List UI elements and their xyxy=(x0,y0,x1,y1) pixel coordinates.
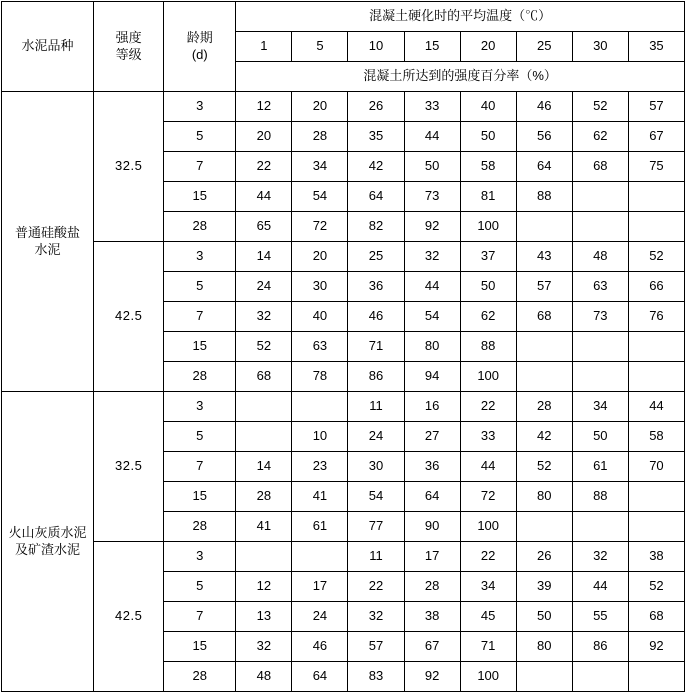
value-cell: 22 xyxy=(460,392,516,422)
value-cell: 58 xyxy=(460,152,516,182)
value-cell: 61 xyxy=(292,512,348,542)
value-cell: 44 xyxy=(404,272,460,302)
value-cell: 44 xyxy=(460,452,516,482)
value-cell-empty xyxy=(516,332,572,362)
header-temp-20: 20 xyxy=(460,32,516,62)
value-cell: 68 xyxy=(572,152,628,182)
value-cell: 42 xyxy=(348,152,404,182)
value-cell: 88 xyxy=(572,482,628,512)
header-age-line1: 龄期 xyxy=(186,30,213,46)
value-cell-empty xyxy=(628,512,684,542)
value-cell: 11 xyxy=(348,392,404,422)
value-cell-empty xyxy=(572,362,628,392)
grade-cell-32-5: 32.5 xyxy=(94,392,164,542)
value-cell: 28 xyxy=(404,572,460,602)
age-cell: 28 xyxy=(164,212,236,242)
value-cell: 61 xyxy=(572,452,628,482)
value-cell: 20 xyxy=(292,92,348,122)
value-cell: 17 xyxy=(404,542,460,572)
value-cell: 50 xyxy=(460,122,516,152)
category-cell-ordinary-portland xyxy=(2,92,94,392)
value-cell: 100 xyxy=(460,662,516,692)
value-cell: 34 xyxy=(460,572,516,602)
value-cell: 80 xyxy=(516,632,572,662)
value-cell: 32 xyxy=(348,602,404,632)
value-cell: 100 xyxy=(460,212,516,242)
value-cell: 54 xyxy=(348,482,404,512)
value-cell: 67 xyxy=(628,122,684,152)
value-cell: 80 xyxy=(404,332,460,362)
value-cell: 50 xyxy=(460,272,516,302)
value-cell: 76 xyxy=(628,302,684,332)
age-cell: 3 xyxy=(164,242,236,272)
value-cell: 64 xyxy=(404,482,460,512)
value-cell: 65 xyxy=(236,212,292,242)
header-temp-25: 25 xyxy=(516,32,572,62)
value-cell: 90 xyxy=(404,512,460,542)
header-temp-10: 10 xyxy=(348,32,404,62)
value-cell-empty xyxy=(236,422,292,452)
value-cell: 63 xyxy=(572,272,628,302)
value-cell-empty xyxy=(572,182,628,212)
category-cell-pozzolana-slag xyxy=(2,392,94,692)
value-cell: 94 xyxy=(404,362,460,392)
header-category: 水泥品种 xyxy=(2,2,94,92)
value-cell: 39 xyxy=(516,572,572,602)
value-cell: 41 xyxy=(236,512,292,542)
value-cell: 14 xyxy=(236,452,292,482)
age-cell: 15 xyxy=(164,632,236,662)
cement-strength-table xyxy=(1,1,685,692)
value-cell: 40 xyxy=(292,302,348,332)
value-cell: 50 xyxy=(516,602,572,632)
value-cell: 28 xyxy=(516,392,572,422)
value-cell: 30 xyxy=(348,452,404,482)
value-cell: 50 xyxy=(572,422,628,452)
grade-cell-32-5: 32.5 xyxy=(94,92,164,242)
age-cell: 28 xyxy=(164,662,236,692)
value-cell: 32 xyxy=(236,302,292,332)
value-cell: 30 xyxy=(292,272,348,302)
value-cell: 32 xyxy=(236,632,292,662)
value-cell: 68 xyxy=(516,302,572,332)
value-cell-empty xyxy=(572,332,628,362)
value-cell: 24 xyxy=(348,422,404,452)
age-cell: 7 xyxy=(164,152,236,182)
value-cell-empty xyxy=(628,332,684,362)
value-cell: 73 xyxy=(404,182,460,212)
age-cell: 5 xyxy=(164,122,236,152)
age-cell: 3 xyxy=(164,392,236,422)
value-cell: 48 xyxy=(572,242,628,272)
value-cell: 34 xyxy=(572,392,628,422)
value-cell: 12 xyxy=(236,92,292,122)
value-cell: 82 xyxy=(348,212,404,242)
age-cell: 15 xyxy=(164,482,236,512)
value-cell: 26 xyxy=(348,92,404,122)
value-cell: 92 xyxy=(404,662,460,692)
header-temp-1: 1 xyxy=(236,32,292,62)
value-cell: 100 xyxy=(460,362,516,392)
value-cell: 57 xyxy=(628,92,684,122)
age-cell: 7 xyxy=(164,302,236,332)
age-cell: 7 xyxy=(164,452,236,482)
value-cell: 20 xyxy=(236,122,292,152)
value-cell-empty xyxy=(292,542,348,572)
value-cell: 42 xyxy=(516,422,572,452)
value-cell: 33 xyxy=(404,92,460,122)
value-cell: 36 xyxy=(404,452,460,482)
value-cell: 50 xyxy=(404,152,460,182)
category-line2: 及矿渣水泥 xyxy=(15,541,81,557)
value-cell: 38 xyxy=(628,542,684,572)
value-cell: 16 xyxy=(404,392,460,422)
value-cell: 72 xyxy=(292,212,348,242)
value-cell: 88 xyxy=(460,332,516,362)
value-cell: 92 xyxy=(628,632,684,662)
table-row xyxy=(2,92,685,122)
value-cell: 66 xyxy=(628,272,684,302)
age-cell: 28 xyxy=(164,512,236,542)
value-cell: 83 xyxy=(348,662,404,692)
value-cell: 80 xyxy=(516,482,572,512)
value-cell: 64 xyxy=(292,662,348,692)
value-cell-empty xyxy=(628,212,684,242)
value-cell: 22 xyxy=(348,572,404,602)
age-cell: 3 xyxy=(164,92,236,122)
value-cell: 27 xyxy=(404,422,460,452)
table-row xyxy=(2,392,685,422)
value-cell: 20 xyxy=(292,242,348,272)
value-cell: 100 xyxy=(460,512,516,542)
value-cell: 57 xyxy=(516,272,572,302)
value-cell: 10 xyxy=(292,422,348,452)
age-cell: 5 xyxy=(164,272,236,302)
header-temp-5: 5 xyxy=(292,32,348,62)
value-cell: 57 xyxy=(348,632,404,662)
value-cell: 71 xyxy=(348,332,404,362)
category-line2: 水泥 xyxy=(34,241,61,257)
value-cell: 35 xyxy=(348,122,404,152)
value-cell: 37 xyxy=(460,242,516,272)
header-row-1 xyxy=(2,2,685,32)
value-cell: 17 xyxy=(292,572,348,602)
value-cell: 28 xyxy=(236,482,292,512)
value-cell: 54 xyxy=(404,302,460,332)
value-cell-empty xyxy=(572,512,628,542)
value-cell: 23 xyxy=(292,452,348,482)
value-cell: 46 xyxy=(292,632,348,662)
value-cell: 78 xyxy=(292,362,348,392)
value-cell-empty xyxy=(516,662,572,692)
age-cell: 3 xyxy=(164,542,236,572)
value-cell-empty xyxy=(628,662,684,692)
value-cell: 32 xyxy=(572,542,628,572)
value-cell: 81 xyxy=(460,182,516,212)
value-cell: 86 xyxy=(572,632,628,662)
value-cell: 62 xyxy=(460,302,516,332)
header-grade xyxy=(94,2,164,92)
category-line1: 普通硅酸盐 xyxy=(15,225,81,241)
value-cell: 22 xyxy=(236,152,292,182)
value-cell: 12 xyxy=(236,572,292,602)
value-cell: 58 xyxy=(628,422,684,452)
header-age xyxy=(164,2,236,92)
header-temperature-group: 混凝土硬化时的平均温度（℃） xyxy=(236,2,685,32)
value-cell: 73 xyxy=(572,302,628,332)
value-cell-empty xyxy=(292,392,348,422)
value-cell-empty xyxy=(236,392,292,422)
header-age-line2: (d) xyxy=(191,46,208,62)
value-cell: 24 xyxy=(292,602,348,632)
value-cell: 44 xyxy=(404,122,460,152)
value-cell: 11 xyxy=(348,542,404,572)
header-temp-15: 15 xyxy=(404,32,460,62)
value-cell: 34 xyxy=(292,152,348,182)
value-cell: 38 xyxy=(404,602,460,632)
value-cell: 64 xyxy=(516,152,572,182)
age-cell: 15 xyxy=(164,182,236,212)
value-cell: 36 xyxy=(348,272,404,302)
age-cell: 28 xyxy=(164,362,236,392)
value-cell: 14 xyxy=(236,242,292,272)
value-cell: 52 xyxy=(572,92,628,122)
value-cell: 32 xyxy=(404,242,460,272)
age-cell: 15 xyxy=(164,332,236,362)
value-cell: 72 xyxy=(460,482,516,512)
value-cell: 63 xyxy=(292,332,348,362)
header-grade-line2: 等级 xyxy=(115,46,142,62)
value-cell-empty xyxy=(628,482,684,512)
value-cell-empty xyxy=(236,542,292,572)
value-cell: 71 xyxy=(460,632,516,662)
value-cell-empty xyxy=(628,362,684,392)
value-cell: 64 xyxy=(348,182,404,212)
value-cell: 52 xyxy=(236,332,292,362)
grade-cell-42-5: 42.5 xyxy=(94,242,164,392)
value-cell: 54 xyxy=(292,182,348,212)
value-cell: 22 xyxy=(460,542,516,572)
value-cell: 46 xyxy=(516,92,572,122)
value-cell: 45 xyxy=(460,602,516,632)
age-cell: 5 xyxy=(164,572,236,602)
value-cell: 28 xyxy=(292,122,348,152)
value-cell: 52 xyxy=(628,572,684,602)
table-row xyxy=(2,542,685,572)
value-cell: 41 xyxy=(292,482,348,512)
value-cell: 44 xyxy=(628,392,684,422)
value-cell: 33 xyxy=(460,422,516,452)
value-cell: 52 xyxy=(516,452,572,482)
value-cell: 26 xyxy=(516,542,572,572)
value-cell: 55 xyxy=(572,602,628,632)
header-temp-30: 30 xyxy=(572,32,628,62)
table-row xyxy=(2,242,685,272)
value-cell: 46 xyxy=(348,302,404,332)
category-line1: 火山灰质水泥 xyxy=(8,525,87,541)
value-cell: 68 xyxy=(236,362,292,392)
value-cell: 86 xyxy=(348,362,404,392)
age-cell: 7 xyxy=(164,602,236,632)
header-grade-line1: 强度 xyxy=(115,30,142,46)
value-cell: 88 xyxy=(516,182,572,212)
age-cell: 5 xyxy=(164,422,236,452)
value-cell-empty xyxy=(628,182,684,212)
value-cell: 68 xyxy=(628,602,684,632)
value-cell: 56 xyxy=(516,122,572,152)
value-cell: 62 xyxy=(572,122,628,152)
value-cell-empty xyxy=(572,662,628,692)
value-cell: 44 xyxy=(572,572,628,602)
value-cell: 48 xyxy=(236,662,292,692)
value-cell-empty xyxy=(516,362,572,392)
value-cell: 52 xyxy=(628,242,684,272)
value-cell: 77 xyxy=(348,512,404,542)
value-cell: 75 xyxy=(628,152,684,182)
value-cell: 92 xyxy=(404,212,460,242)
header-percentage-group: 混凝土所达到的强度百分率（%） xyxy=(236,62,685,92)
value-cell: 25 xyxy=(348,242,404,272)
value-cell: 43 xyxy=(516,242,572,272)
value-cell-empty xyxy=(516,512,572,542)
value-cell: 40 xyxy=(460,92,516,122)
value-cell: 24 xyxy=(236,272,292,302)
value-cell-empty xyxy=(516,212,572,242)
grade-cell-42-5: 42.5 xyxy=(94,542,164,692)
value-cell: 67 xyxy=(404,632,460,662)
value-cell-empty xyxy=(572,212,628,242)
value-cell: 70 xyxy=(628,452,684,482)
value-cell: 44 xyxy=(236,182,292,212)
header-temp-35: 35 xyxy=(628,32,684,62)
value-cell: 13 xyxy=(236,602,292,632)
